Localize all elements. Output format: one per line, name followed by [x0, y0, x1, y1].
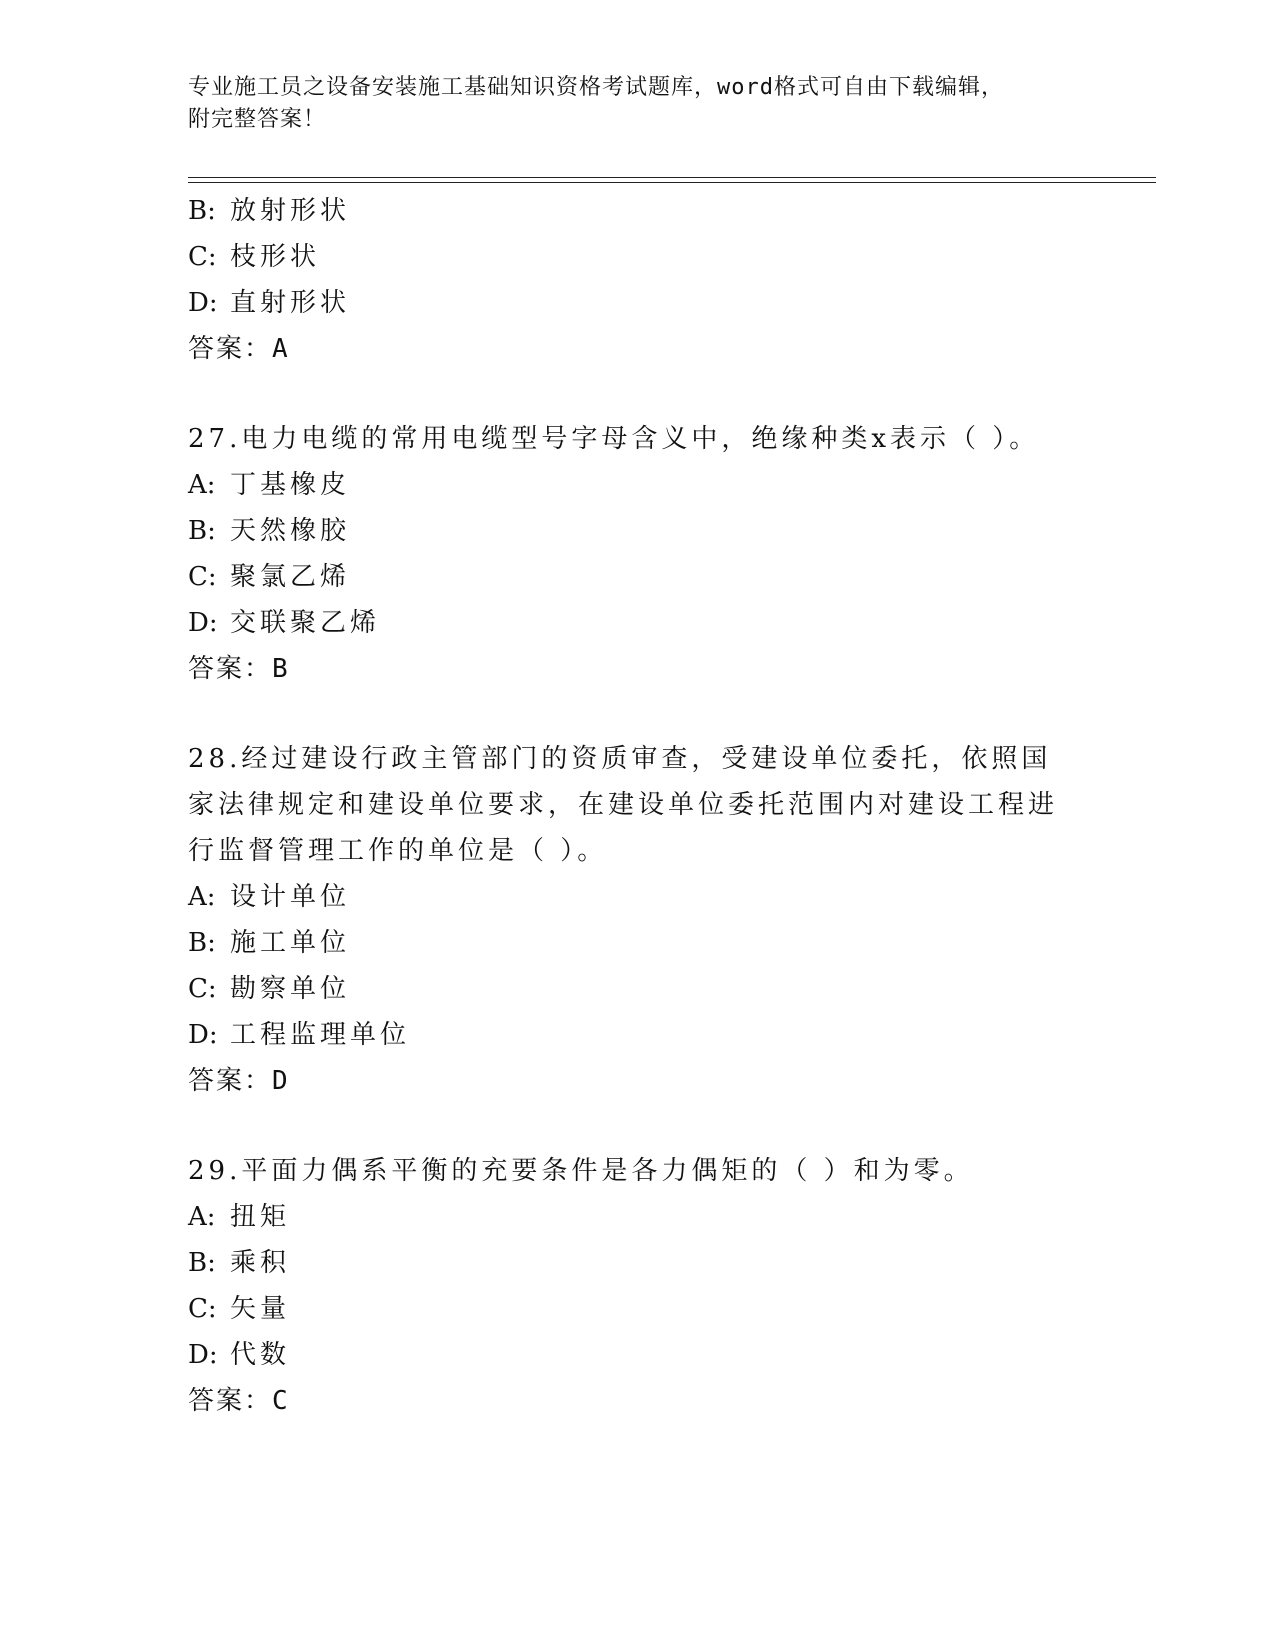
answer-line: 答案：A	[188, 334, 290, 364]
option-d	[188, 1012, 1088, 1058]
option-text: 天然橡胶	[230, 516, 351, 546]
partial-question	[188, 188, 1088, 372]
option-text: 施工单位	[230, 928, 351, 958]
option-letter: C:	[188, 974, 217, 1004]
answer-line: 答案：C	[188, 1386, 290, 1416]
question-27	[188, 416, 1088, 692]
option-c	[188, 234, 1088, 280]
option-text: 交联聚乙烯	[230, 608, 381, 638]
option-letter: A:	[188, 882, 216, 912]
header-line-1: 专业施工员之设备安装施工基础知识资格考试题库，word格式可自由下载编辑，	[188, 75, 1004, 100]
option-letter: D:	[188, 288, 218, 318]
option-letter: C:	[188, 242, 217, 272]
header-line-2: 附完整答案！	[188, 107, 327, 132]
option-b	[188, 188, 1088, 234]
header-divider-bottom	[188, 182, 1156, 183]
option-c	[188, 1286, 1088, 1332]
option-letter: D:	[188, 1020, 218, 1050]
option-text: 工程监理单位	[230, 1020, 411, 1050]
spacer	[188, 1104, 1088, 1148]
option-text: 放射形状	[230, 196, 351, 226]
option-a	[188, 874, 1088, 920]
option-text: 矢量	[230, 1294, 291, 1324]
option-text: 丁基橡皮	[230, 470, 351, 500]
option-letter: C:	[188, 1294, 217, 1324]
option-c	[188, 966, 1088, 1012]
question-stem: 28.经过建设行政主管部门的资质审查，受建设单位委托，依照国家法律规定和建设单位要求，在建设单位委托范围内对建设工程进行监督管理工作的单位是（ ）。	[188, 744, 1059, 866]
option-text: 枝形状	[230, 242, 321, 272]
option-b	[188, 508, 1088, 554]
question-list	[188, 188, 1088, 1424]
option-text: 扭矩	[230, 1202, 291, 1232]
option-text: 代数	[230, 1340, 291, 1370]
option-c	[188, 554, 1088, 600]
option-letter: A:	[188, 470, 216, 500]
header-divider-top	[188, 177, 1156, 178]
option-text: 聚氯乙烯	[230, 562, 351, 592]
option-d	[188, 1332, 1088, 1378]
answer-line: 答案：B	[188, 654, 290, 684]
question-29	[188, 1148, 1088, 1424]
option-a	[188, 462, 1088, 508]
option-letter: B:	[188, 516, 216, 546]
document-header	[188, 72, 1068, 136]
option-letter: D:	[188, 608, 218, 638]
question-stem: 27.电力电缆的常用电缆型号字母含义中，绝缘种类x表示（ ）。	[188, 424, 1040, 454]
question-28	[188, 736, 1088, 1104]
option-letter: B:	[188, 1248, 216, 1278]
option-text: 勘察单位	[230, 974, 351, 1004]
option-letter: B:	[188, 196, 216, 226]
option-letter: C:	[188, 562, 217, 592]
spacer	[188, 372, 1088, 416]
option-b	[188, 920, 1088, 966]
option-a	[188, 1194, 1088, 1240]
option-letter: A:	[188, 1202, 216, 1232]
option-letter: D:	[188, 1340, 218, 1370]
option-b	[188, 1240, 1088, 1286]
option-text: 直射形状	[230, 288, 351, 318]
option-d	[188, 600, 1088, 646]
option-d	[188, 280, 1088, 326]
spacer	[188, 692, 1088, 736]
option-text: 设计单位	[230, 882, 351, 912]
option-text: 乘积	[230, 1248, 291, 1278]
answer-line: 答案：D	[188, 1066, 290, 1096]
question-stem: 29.平面力偶系平衡的充要条件是各力偶矩的（ ）和为零。	[188, 1156, 974, 1186]
option-letter: B:	[188, 928, 216, 958]
